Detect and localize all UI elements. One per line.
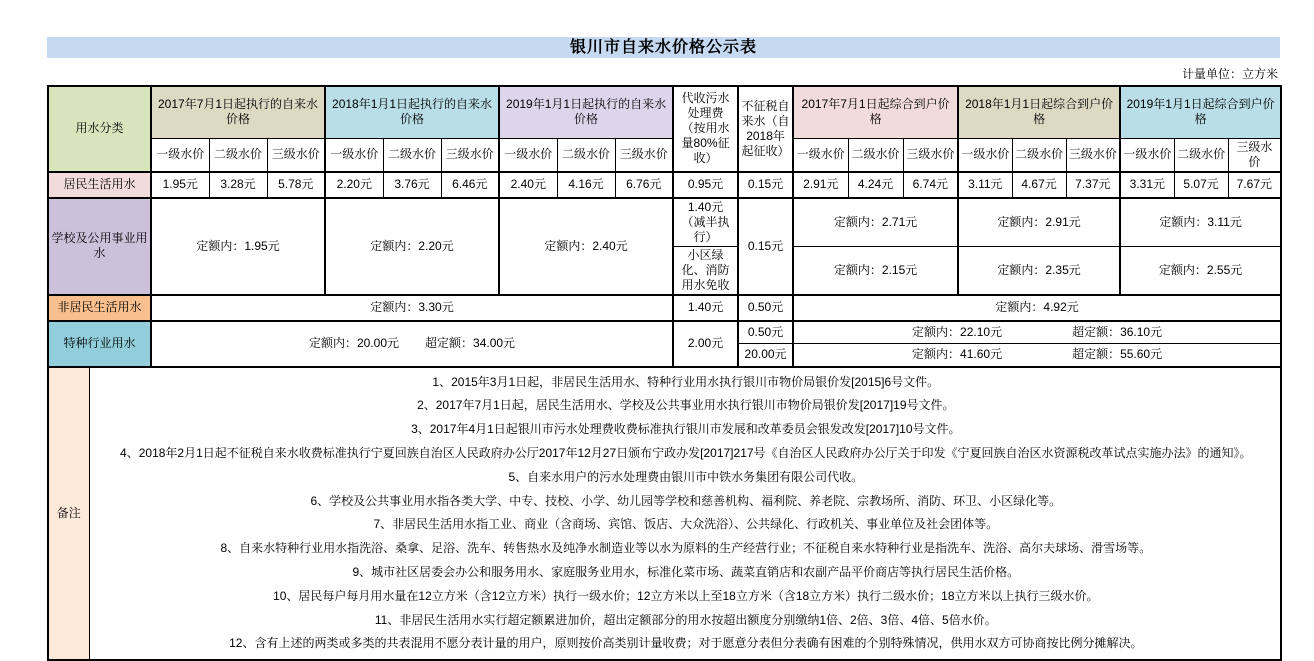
price-cell: 3.11元 bbox=[958, 172, 1012, 198]
tier-header-cell: 二级水价 bbox=[557, 138, 615, 172]
remark-line: 1、2015年3月1日起，非居民生活用水、特种行业用水执行银川市物价局银价发[2015]6号文件。 bbox=[432, 374, 940, 389]
price-cell: 1.95元 bbox=[151, 172, 209, 198]
special-comp-over: 超定额：55.60元 bbox=[1072, 347, 1163, 362]
price-cell: 5.78元 bbox=[267, 172, 325, 198]
price-cell: 7.67元 bbox=[1228, 172, 1281, 198]
special-exec-quota: 定额内：20.00元 bbox=[309, 336, 400, 350]
remark-line: 6、学校及公共事业用水指各类大学、中专、技校、小学、幼儿园等学校和慈善机构、福利院、养老院、宗教场所、消防、环卫、小区绿化等。 bbox=[310, 493, 1062, 508]
remark-line: 10、居民每户每月用水量在12立方米（含12立方米）执行一级水价；12立方米以上至18立方米（含18立方米）执行二级水价；18立方米以上执行三级水价。 bbox=[273, 588, 1099, 603]
merged-price-cell: 定额内：2.55元 bbox=[1120, 246, 1281, 295]
price-cell: 6.74元 bbox=[903, 172, 958, 198]
price-cell: 1.40元 bbox=[673, 295, 738, 321]
merged-price-cell: 定额内：2.15元 bbox=[793, 246, 958, 295]
unit-note: 计量单位：立方米 bbox=[1181, 67, 1278, 81]
price-cell: 2.00元 bbox=[673, 321, 738, 367]
tier-header-cell: 二级水价 bbox=[209, 138, 267, 172]
merged-price-cell: 定额内：3.30元 bbox=[151, 295, 673, 321]
price-cell: 3.76元 bbox=[383, 172, 441, 198]
special-comp-over: 超定额：36.10元 bbox=[1072, 324, 1163, 339]
page-title: 银川市自来水价格公示表 bbox=[569, 39, 757, 56]
row-label-non-residential: 非居民生活用水 bbox=[48, 295, 151, 321]
price-cell: 4.16元 bbox=[557, 172, 615, 198]
group-header-comp-2017: 2017年7月1日起综合到户价格 bbox=[793, 86, 958, 138]
tier-header-cell: 一级水价 bbox=[499, 138, 557, 172]
remark-line: 11、非居民生活用水实行超定额累进加价，超出定额部分的用水按超出额度分别缴纳1倍、2倍、3倍、4倍、5倍水价。 bbox=[374, 612, 997, 627]
remark-line: 8、自来水特种行业用水指洗浴、桑拿、足浴、洗车、转售热水及纯净水制造业等以水为原料的生产经营行业；不征税自来水特种行业是指洗车、洗浴、高尔夫球场、滑雪场等。 bbox=[220, 541, 1152, 556]
price-cell: 2.40元 bbox=[499, 172, 557, 198]
price-cell: 7.37元 bbox=[1066, 172, 1120, 198]
remark-line: 2、2017年7月1日起，居民生活用水、学校及公共事业用水执行银川市物价局银价发[2017]19号文件。 bbox=[417, 398, 955, 413]
group-header-exec-2019: 2019年1月1日起执行的自来水价格 bbox=[499, 86, 673, 138]
remarks-content-cell bbox=[89, 367, 1281, 660]
price-cell: 2.20元 bbox=[325, 172, 383, 198]
merged-price-cell bbox=[793, 321, 1281, 344]
untaxed-header-cell: 不征税自来水（自2018年起征收） bbox=[738, 86, 793, 172]
special-exec-over: 超定额：34.00元 bbox=[425, 336, 516, 350]
merged-price-cell: 定额内：2.20元 bbox=[325, 198, 499, 295]
price-cell: 0.50元 bbox=[738, 295, 793, 321]
price-cell: 小区绿化、消防用水免收 bbox=[673, 246, 738, 295]
tier-header-cell: 三级水价 bbox=[267, 138, 325, 172]
merged-price-cell: 定额内：2.91元 bbox=[958, 198, 1120, 247]
tier-header-cell: 一级水价 bbox=[793, 138, 848, 172]
group-header-comp-2019: 2019年1月1日起综合到户价格 bbox=[1120, 86, 1281, 138]
price-cell: 1.40元（减半执行） bbox=[673, 198, 738, 247]
tier-header-cell: 二级水价 bbox=[383, 138, 441, 172]
tier-header-cell: 三级水价 bbox=[1066, 138, 1120, 172]
remark-line: 12、含有上述的两类或多类的共表混用不愿分表计量的用户，原则按价高类别计量收费；对于愿意分表但分表确有困难的个别特殊情况，供用水双方可协商按比例分摊解决。 bbox=[229, 636, 1143, 651]
special-comp-quota: 定额内：41.60元 bbox=[912, 347, 1003, 362]
group-header-exec-2017: 2017年7月1日起执行的自来水价格 bbox=[151, 86, 325, 138]
group-header-comp-2018: 2018年1月1日起综合到户价格 bbox=[958, 86, 1120, 138]
merged-price-cell: 定额内：1.95元 bbox=[151, 198, 325, 295]
tier-header-cell: 三级水价 bbox=[903, 138, 958, 172]
merged-price-cell: 定额内：4.92元 bbox=[793, 295, 1281, 321]
price-cell: 6.76元 bbox=[615, 172, 673, 198]
price-cell: 0.50元 bbox=[738, 321, 793, 344]
merged-price-cell: 定额内：2.35元 bbox=[958, 246, 1120, 295]
price-cell: 3.31元 bbox=[1120, 172, 1174, 198]
remarks-list bbox=[92, 369, 1279, 658]
tier-header-cell: 三级水价 bbox=[1228, 138, 1281, 172]
remark-line: 3、2017年4月1日起银川市污水处理费收费标准执行银川市发展和改革委员会银发改发[2017]10号文件。 bbox=[411, 422, 961, 437]
tier-header-cell: 二级水价 bbox=[848, 138, 903, 172]
tier-header-cell: 三级水价 bbox=[615, 138, 673, 172]
tier-header-cell: 一级水价 bbox=[958, 138, 1012, 172]
price-cell: 0.15元 bbox=[738, 198, 793, 295]
group-header-exec-2018: 2018年1月1日起执行的自来水价格 bbox=[325, 86, 499, 138]
price-cell: 4.67元 bbox=[1012, 172, 1066, 198]
price-cell: 3.28元 bbox=[209, 172, 267, 198]
merged-price-cell: 定额内：2.40元 bbox=[499, 198, 673, 295]
tier-header-cell: 二级水价 bbox=[1012, 138, 1066, 172]
price-cell: 2.91元 bbox=[793, 172, 848, 198]
price-cell: 0.15元 bbox=[738, 172, 793, 198]
title-bar bbox=[47, 37, 1280, 58]
row-label-school: 学校及公用事业用水 bbox=[48, 198, 151, 295]
tier-header-cell: 一级水价 bbox=[151, 138, 209, 172]
special-comp-quota: 定额内：22.10元 bbox=[912, 324, 1003, 339]
sewage-header-cell: 代收污水处理费（按用水量80%征收） bbox=[673, 86, 738, 172]
merged-price-cell bbox=[793, 344, 1281, 367]
remark-line: 5、自来水用户的污水处理费由银川市中铁水务集团有限公司代收。 bbox=[508, 469, 864, 484]
price-cell: 5.07元 bbox=[1174, 172, 1228, 198]
row-label-special: 特种行业用水 bbox=[48, 321, 151, 367]
tier-header-cell: 一级水价 bbox=[325, 138, 383, 172]
merged-price-cell bbox=[151, 321, 673, 367]
row-label-residential: 居民生活用水 bbox=[48, 172, 151, 198]
merged-price-cell: 定额内：3.11元 bbox=[1120, 198, 1281, 247]
water-price-table bbox=[47, 85, 1282, 661]
tier-header-cell: 三级水价 bbox=[441, 138, 499, 172]
price-cell: 20.00元 bbox=[738, 344, 793, 367]
price-cell: 6.46元 bbox=[441, 172, 499, 198]
remark-line: 9、城市社区居委会办公和服务用水、家庭服务业用水，标准化菜市场、蔬菜直销店和农副产品平价商店等执行居民生活价格。 bbox=[352, 565, 1020, 579]
merged-price-cell: 定额内：2.71元 bbox=[793, 198, 958, 247]
remark-line: 7、非居民生活用水指工业、商业（含商场、宾馆、饭店、大众洗浴）、公共绿化、行政机关、事业单位及社会团体等。 bbox=[373, 517, 999, 532]
price-cell: 4.24元 bbox=[848, 172, 903, 198]
price-cell: 0.95元 bbox=[673, 172, 738, 198]
remark-line: 4、2018年2月1日起不征税自来水收费标准执行宁夏回族自治区人民政府办公厅2017年12月27日颁布宁政办发[2017]217号《自治区人民政府办公厅关于印发《宁夏回族自治区水资源税改革试点实施办法》的通知》。 bbox=[120, 445, 1252, 460]
tier-header-cell: 二级水价 bbox=[1174, 138, 1228, 172]
corner-header-cell: 用水分类 bbox=[48, 86, 151, 172]
remarks-label-cell: 备注 bbox=[48, 367, 89, 660]
tier-header-cell: 一级水价 bbox=[1120, 138, 1174, 172]
